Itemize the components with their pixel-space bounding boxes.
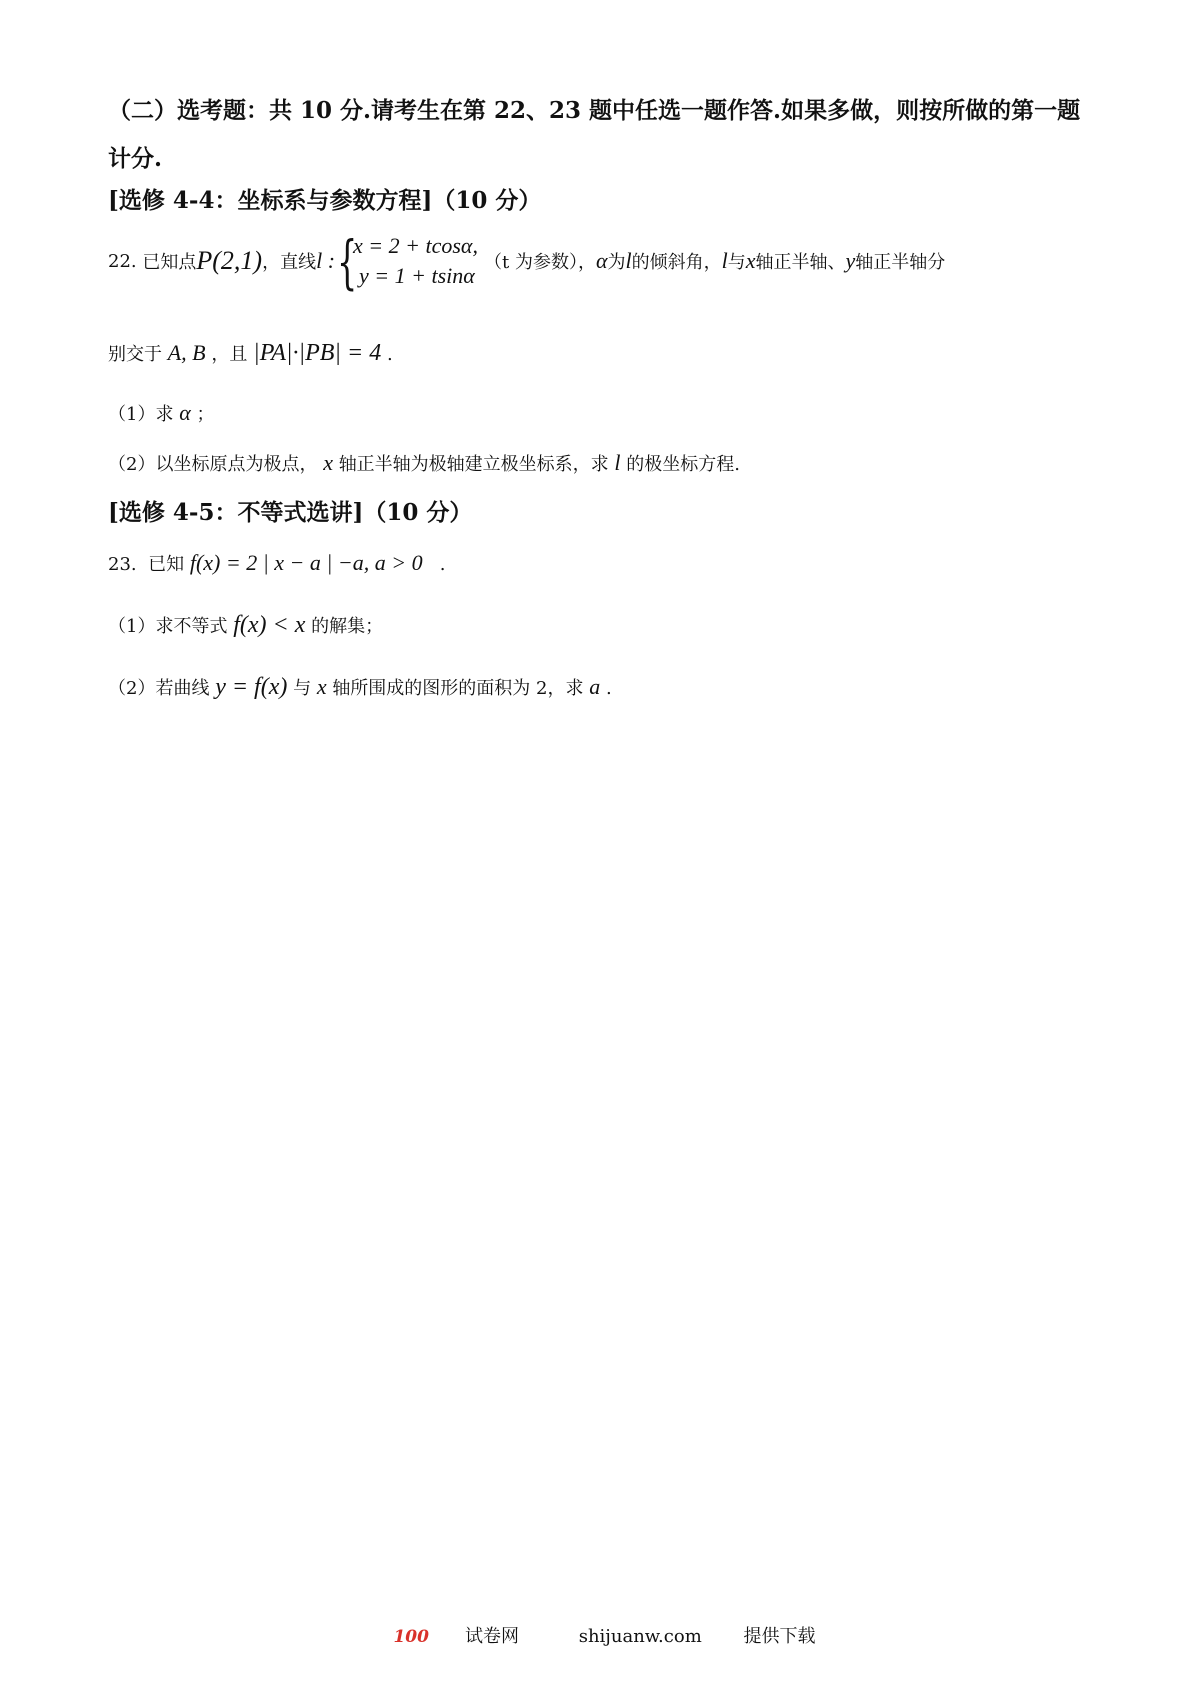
q23-text1: 已知 [148,554,185,575]
elective-45-title: [选修 4-5：不等式选讲]（10 分） [108,499,473,526]
q23-function: f(x) = 2 | x − a | −a, a > 0 [189,550,423,575]
q23-p2-curve: y = f(x) [215,674,288,700]
footer-logo-number: 100 [393,1627,429,1647]
footer-download: 提供下载 [743,1626,816,1647]
q22-alpha: α [595,248,608,273]
q22-text1: 已知点 [142,252,197,273]
q22-line2 [108,340,393,367]
q23-p2-text3: 轴所围成的图形的面积为 2，求 [332,678,584,699]
q22-l1: l [625,248,632,273]
q22-p1-alpha: α [179,400,191,425]
q22-line2-text2: ，且 [211,344,248,365]
q22-text4: 为 [607,252,626,273]
q22-text3: （t 为参数）， [483,252,596,273]
q23-number: 23. [108,554,137,575]
q22-part1 [108,400,214,426]
q22-line1 [108,226,945,296]
q22-p2-x: x [323,450,333,475]
q22-text7: 轴正半轴、 [755,252,846,273]
footer-site[interactable]: shijuanw.com [578,1626,702,1647]
q23-p2-text4: . [605,678,612,699]
q22-l2: l [721,248,728,273]
q22-x1: x [745,248,756,273]
q23-p1-text2: 的解集； [311,616,384,637]
q22-point: P(2,1) [196,246,263,275]
q22-text2: ，直线 [262,252,317,273]
q22-p1-end: ； [196,404,215,425]
q22-p2-text3: 的极坐标方程. [626,454,741,475]
q22-text5: 的倾斜角， [631,252,722,273]
q22-p1-label: （1）求 [108,404,174,425]
brace-symbol: { [337,228,358,296]
q23-p2-text1: （2）若曲线 [108,678,210,699]
q22-text8: 轴正半轴分 [855,252,946,273]
q23-part2 [108,674,612,701]
q22-condition: |PA|·|PB| = 4 [253,340,382,366]
q23-text2: . [439,554,446,575]
q23-line1 [108,550,446,576]
q22-line-name: l : [316,248,336,273]
q23-part1 [108,612,383,639]
footer-logo-text: 试卷网 [464,1626,519,1647]
q22-eq2: y = 1 + tsinα [359,263,475,288]
q22-number: 22. [108,250,137,272]
q22-part2 [108,450,740,476]
q22-p2-l: l [614,450,621,475]
q23-p1-text1: （1）求不等式 [108,616,228,637]
q22-ab: A, B [167,340,206,365]
q22-system [337,228,478,296]
section-header-line2: 计分. [108,145,163,172]
q22-line2-text3: . [386,344,393,365]
q22-p2-text2: 轴正半轴为极轴建立极坐标系，求 [338,454,609,475]
page-footer [0,1622,1191,1648]
elective-44-title: [选修 4-4：坐标系与参数方程]（10 分） [108,187,542,214]
section-header-line1: （二）选考题：共 10 分.请考生在第 22、23 题中任选一题作答.如果多做，则按所做的第一题 [108,97,1081,124]
q22-line2-text1: 别交于 [108,344,162,365]
q22-p2-text1: （2）以坐标原点为极点， [108,454,318,475]
q23-p2-x: x [316,674,327,699]
q23-p2-a: a [589,674,601,699]
q22-text6: 与 [727,252,746,273]
q23-p1-inequality: f(x) < x [233,612,306,638]
footer-logo [375,1622,537,1648]
q22-eq1: x = 2 + tcosα, [353,233,478,258]
q22-y1: y [845,248,856,273]
q23-p2-text2: 与 [293,678,312,699]
